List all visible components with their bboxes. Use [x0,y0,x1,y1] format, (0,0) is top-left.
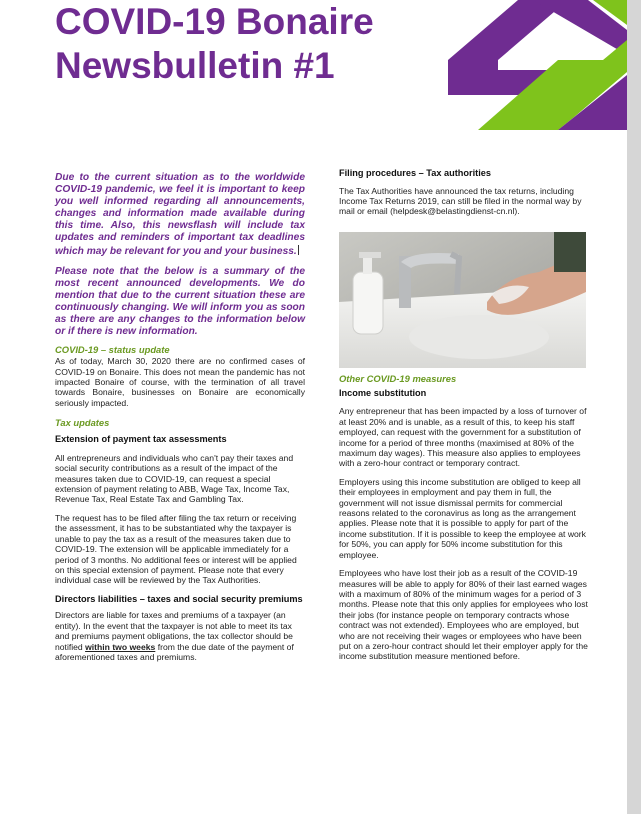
page-title [55,0,455,88]
income-substitution-heading: Income substitution [339,387,427,398]
extension-heading: Extension of payment tax assessments [55,434,227,445]
two-weeks-emphasis: within two weeks [85,641,156,652]
directors-heading: Directors liabilities – taxes and social security premiums [55,593,303,604]
brand-logo-graphic [438,0,627,130]
filing-heading: Filing procedures – Tax authorities [339,168,491,178]
tax-updates-heading: Tax updates [55,417,110,429]
extension-paragraph-1: All entrepreneurs and individuals who can't pay their taxes and social security contributions as a result of the impact of the measures taken due to COVID-19, can request a special extension of payment relating to ABB, Wage Tax, Income Tax, Revenue Tax, Real Estate Tax and Gambling Tax. [55,452,294,505]
income-paragraph-2: Employers using this income substitution are obliged to keep all their employees in employment and pay them in full, the government will not issue dismissal permits for commercial reasons related to the coronavirus as long as the arrangement applies. Please note that it is possible to apply for part of the income substitution. If it is possible to keep the employee at work for 50%, you can apply for 50% income substitution for this employee. [339,476,586,560]
other-measures-heading: Other COVID-19 measures [339,372,457,384]
left-column [55,172,305,662]
income-paragraph-1: Any entrepreneur that has been impacted by a loss of turnover of at least 20% and is unable, as a result of this, to keep his staff employed, can request with the government for a substitution of income for a period of three months (maximised at 80% of the maximum day wages). This measure also applies to employees with a zero-hour contract or temporary contract. [339,406,587,469]
title-line-1: COVID-19 Bonaire [55,1,374,42]
title-line-2: Newsbulletin #1 [55,45,335,86]
extension-paragraph-2: The request has to be filed after filing the tax return or receiving the assessment, it has to be substantiated why the taxpayer is unable to pay the tax as a result of the measures taken due to COVID-19. The extension will be applicable immediately for a period of 3 months. No additional fees or interest will be applied on this special extension of payment. Please note that every individual case will be reviewed by the Tax Authorities. [55,512,297,586]
directors-paragraph: Directors are liable for taxes and premiums of a taxpayer (an entity). In the event that the taxpayer is not able to meet its tax and premiums payment obligations, the tax collector should be notified within two weeks from the due date of the payment of aforementioned taxes and premiums. [55,610,294,662]
status-update-heading: COVID-19 – status update [55,344,170,356]
intro-paragraph-1: Due to the current situation as to the worldwide COVID-19 pandemic, we feel it is important to keep you well informed regarding all announcements, changes and information made available during this time. Also, this newsflash will include tax updates and reminders of important tax deadlines which may be relevant for you and your business. [55,172,305,257]
text-cursor [298,245,299,255]
income-paragraph-3: Employees who have lost their job as a result of the COVID-19 measures will be able to apply for 80% of their last earned wages with a maximum of 80% of the minimum wages for a period of 3 months. Please note that this only applies for employees who lost their jobs (for instance people on temporary contracts whose contract was not extended). Employees who are employed, but who are not receiving their wages or employees who have been put on a zero-hour contract should let their employer apply for the income substitution measure mentioned before. [339,568,588,662]
intro-paragraph-2: Please note that the below is a summary of the most recent announced developments. We do mention that due to the current situation these are continuously changing. We will inform you as soon as there are any changes to the information below or if there is new information. [55,265,305,338]
right-column [339,168,589,662]
filing-text: The Tax Authorities have announced the tax returns, including Income Tax Returns 2019, can still be filed in the normal way by mail or email (helpdesk@belastingdienst-cn.nl). [339,185,582,217]
handwashing-photo-illustration [339,232,586,368]
handwashing-photo [339,232,586,368]
status-update-text: As of today, March 30, 2020 there are no confirmed cases of COVID-19 on Bonaire. This does not mean the pandemic has not impacted Bonaire of course, with the termination of all travel towards Bonaire, businesses on Bonaire are economically seriously impacted. [55,356,305,408]
